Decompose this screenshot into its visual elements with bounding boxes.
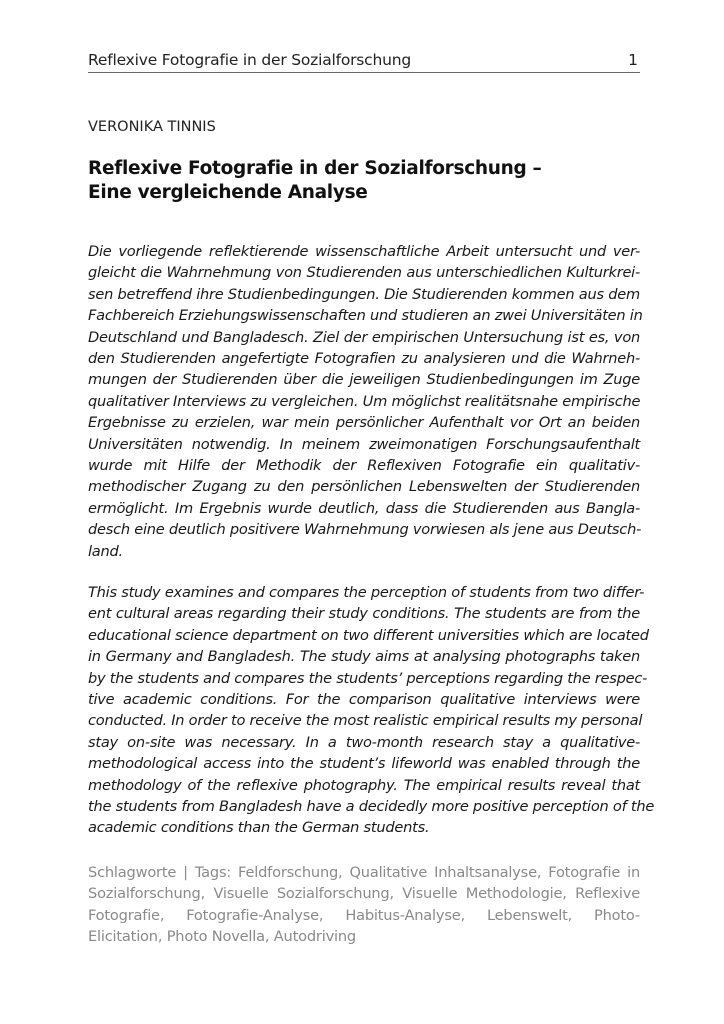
keywords-line: Schlagworte | Tags: Feldforschung, Qualitative Inhaltsanalyse, Fotografie in [88, 864, 640, 881]
abstract-german [88, 241, 643, 562]
page-number: 1 [628, 51, 638, 69]
abstract-en-line: educational science department on two different universities which are located [88, 626, 649, 644]
abstract-en-line: by the students and compares the students’ perceptions regarding the respec- [88, 669, 648, 687]
abstract-en-line: ent cultural areas regarding their study conditions. The students are from the [88, 605, 640, 623]
abstract-de-line: qualitativer Interviews zu vergleichen. Um möglichst realitätsnahe empirische [88, 392, 641, 410]
abstract-en-line: methodology of the reflexive photography. The empirical results reveal that [88, 776, 640, 794]
abstract-de-line: ermöglicht. Im Ergebnis wurde deutlich, dass die Studierenden aus Bangla- [88, 499, 640, 517]
abstract-en-line: in Germany and Bangladesh. The study aims at analysing photographs taken [88, 648, 640, 666]
abstract-de-line: methodischer Zugang zu den persönlichen Lebenswelten der Studierenden [88, 478, 640, 496]
abstract-english [88, 582, 655, 839]
abstract-de-line: wurde mit Hilfe der Methodik der Reflexiven Fotografie ein qualitativ- [88, 457, 640, 475]
abstract-en-line: stay on-site was necessary. In a two-month research stay a qualitative- [88, 733, 640, 751]
abstract-en-line: conducted. In order to receive the most realistic empirical results my personal [88, 712, 643, 730]
abstract-de-line: Die vorliegende reflektierende wissenschaftliche Arbeit untersucht und ver- [88, 243, 640, 260]
running-header [88, 50, 640, 73]
keywords-line: Fotografie, Fotografie-Analyse, Habitus-Analyse, Lebenswelt, Photo- [88, 906, 640, 924]
abstract-de-line: Deutschland und Bangladesch. Ziel der empirischen Untersuchung ist es, von [88, 328, 640, 346]
title-line-2: Eine vergleichende Analyse [88, 182, 368, 203]
abstract-de-line: gleicht die Wahrnehmung von Studierenden aus unterschiedlichen Kulturkrei- [88, 264, 640, 282]
abstract-de-line: desch eine deutlich positivere Wahrnehmung vorwiesen als jene aus Deutsch- [88, 521, 642, 539]
article-title [88, 157, 542, 205]
author-name: VERONIKA TINNIS [88, 119, 216, 135]
abstract-de-line: Universitäten notwendig. In meinem zweimonatigen Forschungsaufenthalt [88, 435, 640, 453]
abstract-de-line: sen betreffend ihre Studienbedingungen. Die Studierenden kommen aus dem [88, 285, 640, 303]
title-line-1: Reflexive Fotografie in der Sozialforschung – [88, 158, 542, 179]
abstract-en-line: academic conditions than the German students. [88, 819, 430, 837]
abstract-en-line: This study examines and compares the perception of students from two differ- [88, 584, 645, 601]
abstract-de-line: den Studierenden angefertigte Fotografien zu analysieren und die Wahrneh- [88, 350, 640, 368]
abstract-de-line: mungen der Studierenden über die jeweiligen Studienbedingungen im Zuge [88, 371, 640, 389]
keywords-line: Elicitation, Photo Novella, Autodriving [88, 928, 356, 946]
running-title: Reflexive Fotografie in der Sozialforschung [88, 51, 412, 69]
keywords-tags [88, 862, 640, 948]
abstract-de-line: Fachbereich Erziehungswissenschaften und studieren an zwei Universitäten in [88, 307, 643, 325]
abstract-en-line: the students from Bangladesh have a decidedly more positive perception of the [88, 798, 655, 816]
abstract-de-line: Ergebnisse zu erzielen, war mein persönlicher Aufenthalt vor Ort an beiden [88, 414, 640, 432]
abstract-en-line: methodological access into the student’s lifeworld was enabled through the [88, 755, 640, 773]
abstract-de-line: land. [88, 542, 123, 560]
keywords-line: Sozialforschung, Visuelle Sozialforschung, Visuelle Methodologie, Reflexive [88, 885, 640, 903]
abstract-en-line: tive academic conditions. For the comparison qualitative interviews were [88, 691, 640, 709]
